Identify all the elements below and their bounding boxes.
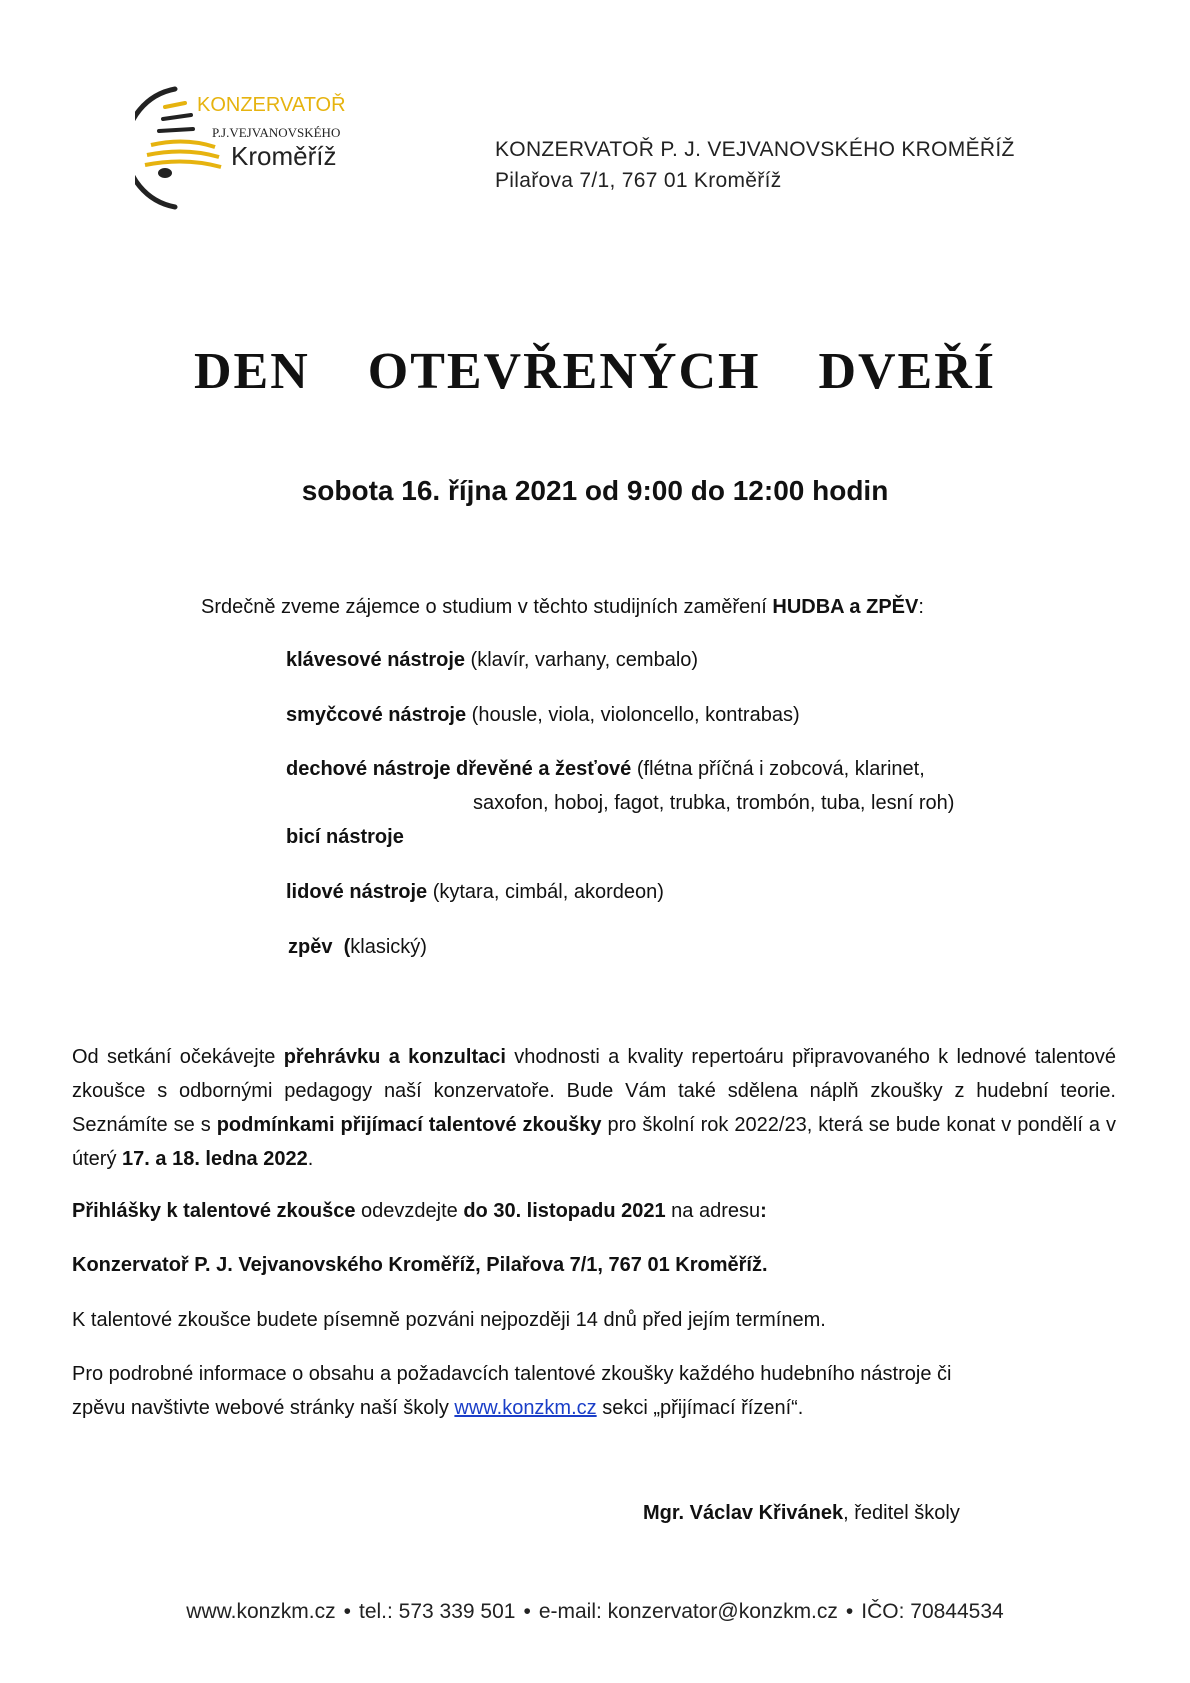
instrument-voice xyxy=(288,936,427,959)
instrument-detail: klasický) xyxy=(350,936,427,958)
applications-deadline: do 30. listopadu 2021 xyxy=(463,1200,666,1222)
instrument-detail: (flétna příčná i zobcová, klarinet, xyxy=(631,758,925,780)
submission-address: Konzervatoř P. J. Vejvanovského Kroměříž, Pilařova 7/1, 767 01 Kroměříž. xyxy=(72,1254,768,1276)
instrument-name: klávesové nástroje xyxy=(286,649,465,671)
school-address: Pilařova 7/1, 767 01 Kroměříž xyxy=(495,169,782,192)
signature-role: , ředitel školy xyxy=(843,1502,960,1524)
invitation-note: K talentové zkoušce budete písemně pozváni nejpozději 14 dnů před jejím termínem. xyxy=(72,1309,826,1331)
footer-email: e-mail: konzervator@konzkm.cz xyxy=(538,1600,838,1623)
website-link[interactable]: www.konzkm.cz xyxy=(454,1397,597,1419)
instrument-percussion xyxy=(286,826,404,849)
school-header xyxy=(495,134,1015,196)
consultation-paragraph xyxy=(72,1040,1116,1176)
instrument-name: dechové nástroje dřevěné a žesťové xyxy=(286,758,632,780)
info-line-1: Pro podrobné informace o obsahu a požadavcích talentové zkoušky každého hudebního nástroje či xyxy=(72,1363,952,1385)
applications-text: na adresu xyxy=(665,1200,761,1222)
page-title-text: DEN OTEVŘENÝCH DVEŘÍ xyxy=(193,343,997,400)
logo-line2: P.J.VEJVANOVSKÉHO xyxy=(212,125,341,140)
paragraph-text: Od setkání očekávejte xyxy=(72,1046,284,1068)
instrument-name: lidové nástroje xyxy=(286,881,428,903)
footer xyxy=(0,1600,1190,1624)
instrument-winds-continued: saxofon, hoboj, fagot, trubka, trombón, tuba, lesní roh) xyxy=(473,792,955,814)
instrument-name: bicí nástroje xyxy=(286,826,404,848)
instrument-folk xyxy=(286,881,664,904)
logo-line1: KONZERVATOŘ xyxy=(197,94,346,116)
applications-line xyxy=(72,1200,767,1223)
applications-bold: Přihlášky k talentové zkoušce xyxy=(72,1200,356,1222)
intro-end: : xyxy=(918,596,924,618)
intro-bold: HUDBA a ZPĚV xyxy=(772,596,919,618)
instrument-name: zpěv ( xyxy=(288,936,351,958)
paragraph-bold: 17. a 18. ledna 2022 xyxy=(122,1148,308,1170)
paragraph-text: vhodnosti a kvality repertoáru připravovaného k lednové talentové zkoušce s odbornými pedagogy naší konzervatoře. Bude Vám také sdělena náplň zkoušky z hudební teorie. Seznámíte se s xyxy=(72,1046,1116,1136)
applications-text: odevzdejte xyxy=(355,1200,464,1222)
paragraph-bold: podmínkami přijímací talentové zkoušky xyxy=(216,1114,602,1136)
instrument-name: smyčcové nástroje xyxy=(286,704,467,726)
instrument-detail: (klavír, varhany, cembalo) xyxy=(465,649,699,671)
footer-phone: tel.: 573 339 501 xyxy=(359,1600,516,1623)
paragraph-bold: přehrávku a konzultaci xyxy=(283,1046,506,1068)
instrument-keys xyxy=(286,649,698,672)
logo-emblem xyxy=(135,85,395,215)
music-note-icon xyxy=(158,168,172,178)
footer-separator: • xyxy=(343,1600,351,1623)
instrument-detail: (kytara, cimbál, akordeon) xyxy=(427,881,664,903)
logo-line3: Kroměříž xyxy=(231,141,337,171)
info-text: sekci „přijímací řízení“. xyxy=(596,1397,804,1419)
signature xyxy=(643,1502,960,1525)
footer-separator: • xyxy=(845,1600,854,1623)
intro-text xyxy=(201,596,924,619)
paragraph-text: . xyxy=(307,1148,314,1170)
intro-plain: Srdečně zveme zájemce o studium v těchto studijních zaměření xyxy=(201,596,773,618)
school-name: KONZERVATOŘ P. J. VEJVANOVSKÉHO KROMĚŘÍŽ xyxy=(495,138,1015,161)
instrument-strings xyxy=(286,704,800,727)
footer-ico: IČO: 70844534 xyxy=(861,1600,1004,1623)
signature-name: Mgr. Václav Křivánek xyxy=(643,1502,844,1524)
page-title xyxy=(0,342,1190,401)
event-date: sobota 16. října 2021 od 9:00 do 12:00 hodin xyxy=(301,475,889,506)
paragraph-text: pro školní rok 2022/23, která se bude konat v pondělí a v úterý xyxy=(72,1114,1116,1170)
footer-separator: • xyxy=(523,1600,531,1623)
instrument-winds xyxy=(286,758,925,781)
info-text: zpěvu navštivte webové stránky naší školy xyxy=(72,1397,455,1419)
info-line-2 xyxy=(72,1397,803,1420)
instrument-detail: (housle, viola, violoncello, kontrabas) xyxy=(466,704,800,726)
applications-colon: : xyxy=(760,1200,767,1222)
footer-web: www.konzkm.cz xyxy=(186,1600,336,1623)
school-logo xyxy=(135,85,395,215)
